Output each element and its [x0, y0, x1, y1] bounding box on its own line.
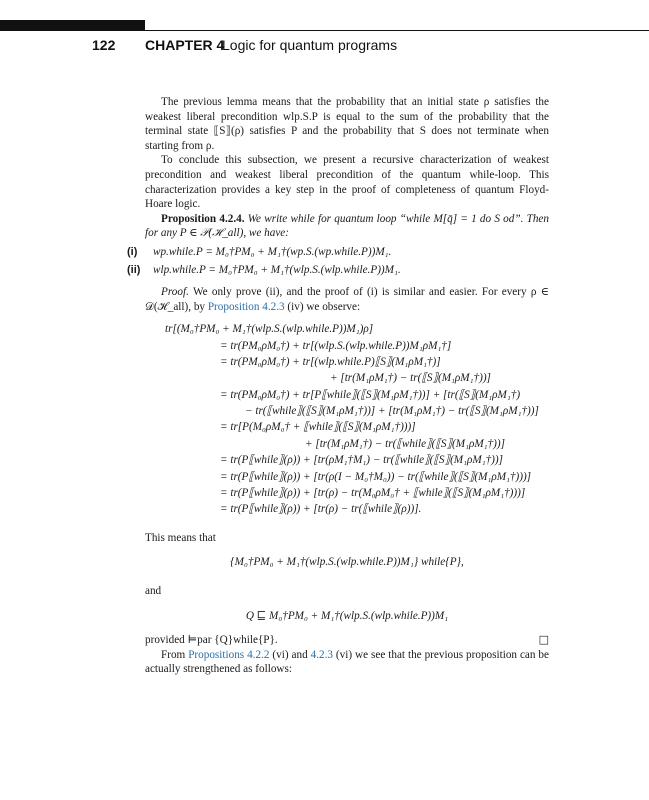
equation-line: − tr(⟦while⟧(⟦S⟧(M₁ρM₁†))] + [tr(M₁ρM₁†) − tr(⟦S⟧(M₁ρM₁†))] — [245, 405, 539, 418]
equation-line: tr[(M₀†PM₀ + M₁†(wlp.S.(wlp.while.P))M₁)ρ] — [165, 323, 374, 336]
equation-line: = tr(P⟦while⟧(ρ)) + [tr(ρM₁†M₁) − tr(⟦while⟧(⟦S⟧(M₁ρM₁†))] — [220, 454, 503, 467]
equation-line: = tr(P⟦while⟧(ρ)) + [tr(ρ) − tr(⟦while⟧(ρ))]. — [220, 503, 422, 516]
equation-line: = tr(P⟦while⟧(ρ)) + [tr(ρ(I − M₀†M₀)) − tr(⟦while⟧(⟦S⟧(M₁ρM₁†)))] — [220, 470, 532, 483]
proof-text-a: We only prove (ii), and the proof of (i) is similar and easier. For every ρ ∈ 𝒟(ℋ_all), by — [145, 285, 549, 313]
item-i-label: (i) — [127, 245, 138, 258]
item-ii-label: (ii) — [127, 263, 141, 276]
display-formula-1: {M₀†PM₀ + M₁†(wlp.S.(wlp.while.P))M₁} while{P}, — [230, 556, 464, 569]
proposition-text: We write while for quantum loop “while M[q̄] = 1 do S od”. Then for any P ∈ 𝒫(ℋ_all), we have: — [145, 212, 549, 240]
equation-line: = tr(PM₀ρM₀†) + tr[(wlp.while.P)⟦S⟧(M₁ρM₁†)] — [220, 355, 441, 368]
equation-line: + [tr(M₁ρM₁†) − tr(⟦S⟧(M₁ρM₁†))] — [330, 372, 491, 385]
proof-label: Proof. — [161, 285, 189, 298]
proposition-item-ii — [127, 263, 549, 279]
equation-line: = tr(P⟦while⟧(ρ)) + [tr(ρ) − tr(M₀ρM₀† + ⟦while⟧(⟦S⟧(M₁ρM₁†)))] — [220, 487, 526, 500]
qed-symbol: □ — [538, 633, 549, 647]
header-bar — [0, 20, 145, 31]
proposition-item-i — [127, 245, 549, 261]
equation-block — [145, 322, 549, 519]
provided-text: provided ⊨par {Q}while{P}. — [145, 634, 278, 647]
chapter-title: Logic for quantum programs — [222, 37, 398, 53]
this-means-text: This means that — [145, 531, 216, 544]
item-i-formula: wp.while.P = M₀†PM₀ + M₁†(wp.S.(wp.while.P))M₁. — [153, 245, 392, 258]
final-paragraph: From Propositions 4.2.2 (vi) and 4.2.3 (vi) we see that the previous proposition can be actually strengthened as follows: — [145, 648, 549, 676]
equation-line: = tr(PM₀ρM₀†) + tr[P⟦while⟧(⟦S⟧(M₁ρM₁†))] + [tr(⟦S⟧(M₁ρM₁†) — [220, 388, 521, 401]
page-body — [127, 95, 549, 677]
propositions-4-2-2-link[interactable]: Propositions 4.2.2 — [188, 648, 270, 661]
proposition-4-2-3-link[interactable]: Proposition 4.2.3 — [207, 300, 285, 313]
and-text: and — [145, 585, 162, 597]
page-number: 122 — [92, 37, 116, 53]
paragraph-1: The previous lemma means that the probability that an initial state ρ satisfies the weakest liberal precondition wlp.S.P is equal to the sum of the probability that the terminal state ⟦S⟧(ρ) satisfies P and the probability that S does not terminate when starting from ρ. — [145, 96, 549, 152]
display-formula-2: Q ⊑ M₀†PM₀ + M₁†(wlp.S.(wlp.while.P))M₁ — [245, 609, 449, 622]
proposition — [145, 212, 549, 241]
equation-line: = tr[P(M₀ρM₀† + ⟦while⟧(⟦S⟧(M₁ρM₁†)))] — [220, 421, 416, 434]
running-header — [0, 37, 649, 57]
chapter-label: CHAPTER 4 — [145, 37, 225, 53]
equation-line: + [tr(M₁ρM₁†) − tr(⟦while⟧(⟦S⟧(M₁ρM₁†))] — [305, 437, 505, 450]
paragraph-2: To conclude this subsection, we present a recursive characterization of weakest precondition and weakest liberal precondition of the quantum while-loop. This characterization provides a key step in the proof of completeness of quantum Floyd-Hoare logic. — [145, 154, 549, 211]
proof-paragraph — [145, 285, 549, 314]
proposition-label: Proposition 4.2.4. — [161, 212, 245, 225]
item-ii-formula: wlp.while.P = M₀†PM₀ + M₁†(wlp.S.(wlp.while.P))M₁. — [153, 263, 401, 276]
proposition-4-2-3-link-2[interactable]: 4.2.3 — [310, 648, 333, 661]
equation-line: = tr(PM₀ρM₀†) + tr[(wlp.S.(wlp.while.P))M₁ρM₁†] — [220, 339, 452, 352]
provided-line — [145, 633, 549, 648]
header-rule — [145, 30, 649, 31]
proof-text-b: (iv) we observe: — [284, 300, 361, 313]
